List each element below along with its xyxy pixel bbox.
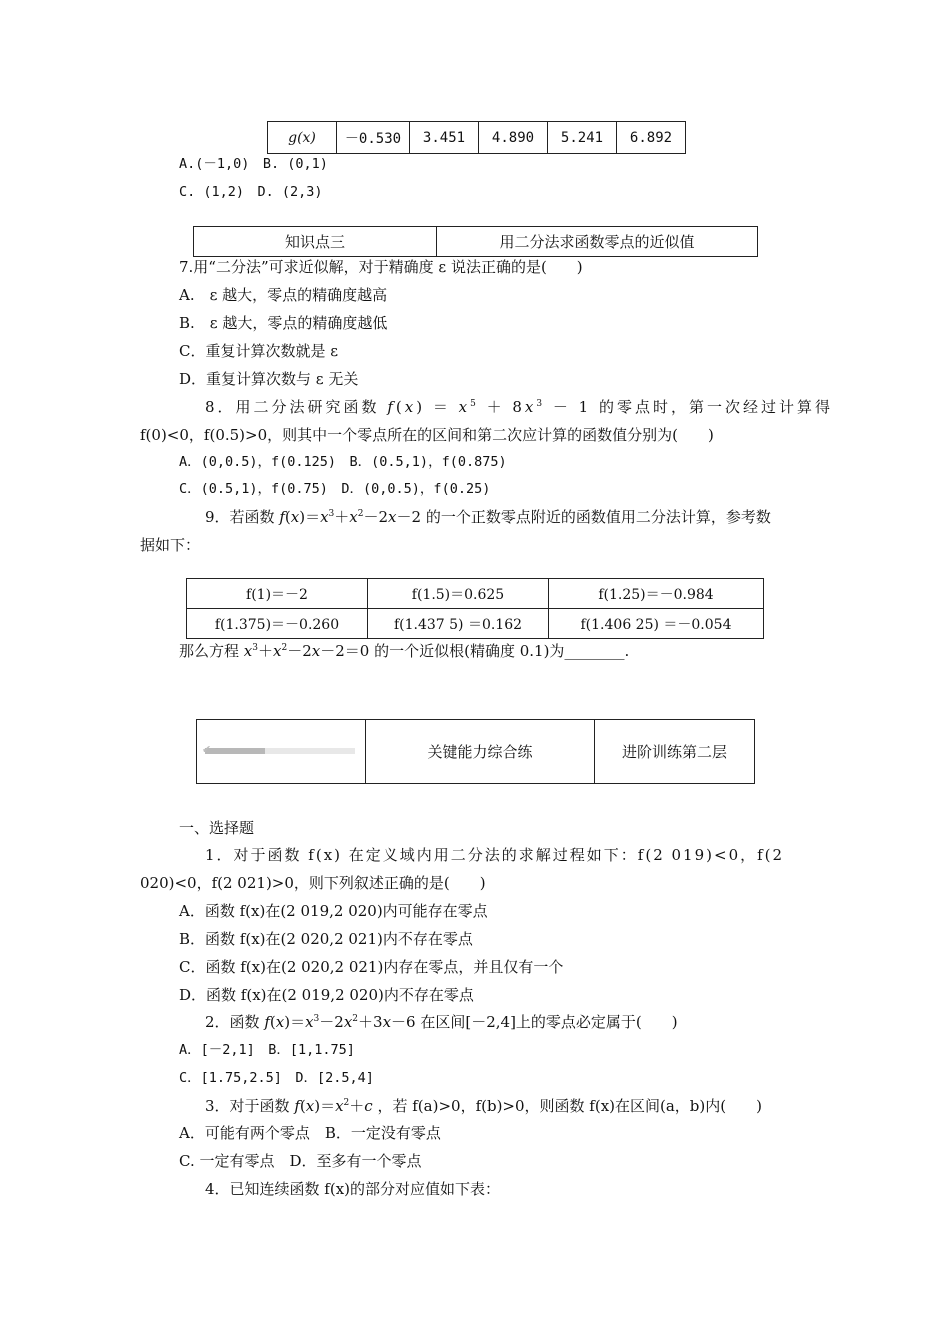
gx-cell: 5.241: [548, 122, 617, 154]
table-cell: f(1.25)＝－0.984: [549, 579, 764, 609]
q8-stem-post: 的零点时，第一次经过计算得: [598, 398, 833, 416]
p2-stem-post: 在区间[－2,4]上的零点必定属于( ): [420, 1013, 678, 1031]
q9-answer-pre: 那么方程: [179, 642, 240, 660]
level-title: 关键能力综合练: [366, 720, 595, 784]
q9-formula: $f(x)=x^3+x^2-2x-2$: [279, 508, 422, 526]
q9-stem-post: 的一个正数零点附近的函数值用二分法计算，参考数: [425, 508, 771, 526]
q9-answer-line: [179, 641, 629, 661]
knowledge-point-box: [193, 226, 758, 257]
q7-option-a: A. ε 越大，零点的精确度越高: [179, 286, 388, 304]
table-cell: f(1.406 25) ＝－0.054: [549, 609, 764, 639]
table-cell: f(1.5)＝0.625: [368, 579, 549, 609]
q6-options-cd: C. (1,2) D. (2,3): [179, 184, 323, 200]
gx-label-cell: [268, 122, 337, 154]
q8-options-cd: C．(0.5,1)，f(0.75) D．(0,0.5)，f(0.25): [179, 481, 491, 497]
q6-options-ab: A.(－1,0) B. (0,1): [179, 156, 328, 172]
gx-cell: －0.530: [337, 122, 410, 154]
progress-cell: [197, 720, 366, 784]
q8-stem-line1: [205, 397, 833, 417]
p3-stem-pre: 3．对于函数: [205, 1097, 290, 1115]
gx-value-table: [267, 121, 686, 154]
p1-option-a: A．函数 f(x)在(2 019,2 020)内可能存在零点: [179, 902, 488, 920]
gx-cell: 6.892: [617, 122, 686, 154]
table-cell: f(1.437 5) ＝0.162: [368, 609, 549, 639]
p3-stem: [205, 1096, 762, 1116]
p1-stem-line2: 020)<0，f(2 021)>0，则下列叙述正确的是( ): [140, 874, 486, 892]
table-cell: f(1)＝－2: [187, 579, 368, 609]
p2-formula: $f(x)=x^3-2x^2+3x-6$: [264, 1013, 416, 1031]
q9-stem-line1: [205, 507, 771, 527]
p2-stem-pre: 2．函数: [205, 1013, 260, 1031]
progress-fill: [205, 748, 265, 754]
p2-options-ab: A．[－2,1] B．[1,1.75]: [179, 1042, 355, 1058]
q8-stem-line2: f(0)<0，f(0.5)>0，则其中一个零点所在的区间和第二次应计算的函数值分别为( ): [140, 426, 714, 444]
q7-option-d: D．重复计算次数与 ε 无关: [179, 370, 359, 388]
p1-option-d: D．函数 f(x)在(2 019,2 020)内不存在零点: [179, 986, 474, 1004]
q9-answer-post: 的一个近似根(精确度 0.1)为________.: [374, 642, 630, 660]
p2-options-cd: C．[1.75,2.5] D．[2.5,4]: [179, 1070, 374, 1086]
q7-stem: 7.用“二分法”可求近似解，对于精确度 ε 说法正确的是( ): [179, 258, 583, 276]
p3-options-cd: C. 一定有零点 D．至多有一个零点: [179, 1152, 422, 1170]
p1-stem-line1: 1．对于函数 f(x) 在定义域内用二分法的求解过程如下：f(2 019)<0，f(2: [205, 846, 785, 864]
p1-option-b: B．函数 f(x)在(2 020,2 021)内不存在零点: [179, 930, 473, 948]
table-row: [187, 609, 764, 639]
q7-option-c: C．重复计算次数就是 ε: [179, 342, 339, 360]
p1-option-c: C．函数 f(x)在(2 020,2 021)内存在零点，并且仅有一个: [179, 958, 564, 976]
p3-stem-post: ，若 f(a)>0，f(b)>0，则函数 f(x)在区间(a，b)内( ): [377, 1097, 762, 1115]
q7-option-b: B. ε 越大，零点的精确度越低: [179, 314, 388, 332]
p2-stem: [205, 1012, 678, 1032]
p3-formula: $f(x)=x^2+c$: [294, 1097, 373, 1115]
table-row: [187, 579, 764, 609]
q9-stem-pre: 9．若函数: [205, 508, 275, 526]
q8-formula: $f(x) = x^5 + 8x^3 - 1$: [387, 398, 592, 416]
bisection-data-table: [186, 578, 764, 639]
q9-equation: $x^3+x^2-2x-2=0$: [243, 642, 370, 660]
section-title: 一、选择题: [179, 819, 255, 837]
check-icon: ✔: [202, 742, 212, 756]
knowledge-point-name: 知识点三: [194, 227, 437, 257]
q9-stem-line2: 据如下：: [140, 536, 201, 554]
table-cell: f(1.375)＝－0.260: [187, 609, 368, 639]
level-box: [196, 719, 755, 784]
q8-stem-pre: 8．用二分法研究函数: [205, 398, 380, 416]
progress-bar: [202, 742, 355, 756]
gx-label: g(x): [288, 129, 316, 146]
knowledge-point-topic: 用二分法求函数零点的近似值: [437, 227, 758, 257]
gx-cell: 4.890: [479, 122, 548, 154]
q8-options-ab: A．(0,0.5)，f(0.125) B．(0.5,1)，f(0.875): [179, 454, 507, 470]
p3-options-ab: A．可能有两个零点 B．一定没有零点: [179, 1124, 441, 1142]
gx-cell: 3.451: [410, 122, 479, 154]
level-label: 进阶训练第二层: [595, 720, 755, 784]
p4-stem: 4．已知连续函数 f(x)的部分对应值如下表：: [205, 1180, 501, 1198]
